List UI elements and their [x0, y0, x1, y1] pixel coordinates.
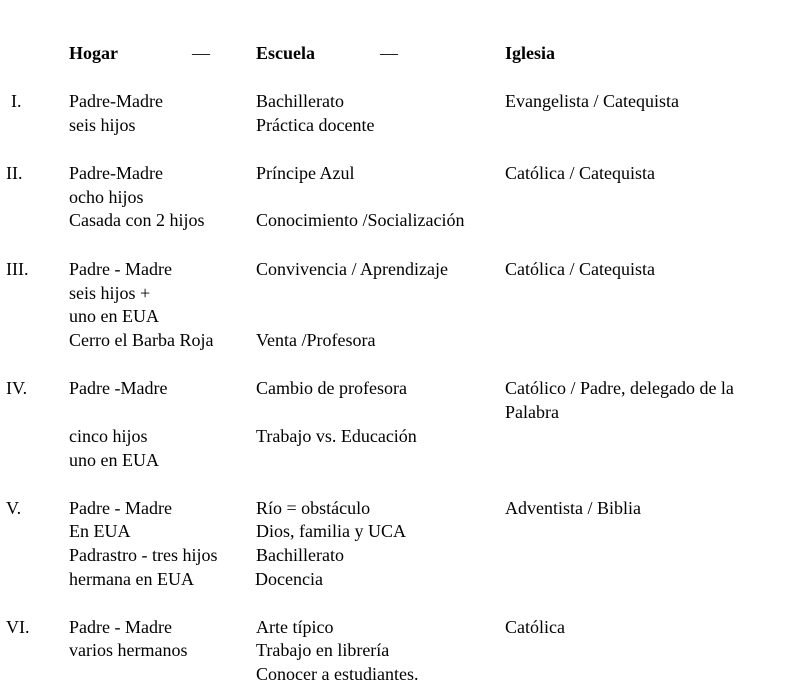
hogar-line: uno en EUA — [69, 306, 159, 326]
hogar-line: uno en EUA — [69, 450, 159, 470]
row-numeral: IV. — [6, 378, 28, 398]
hogar-line: seis hijos — [69, 115, 136, 135]
header-dash: — — [380, 43, 398, 63]
hogar-line: Padre - Madre — [69, 617, 172, 637]
hogar-line: Padre - Madre — [69, 498, 172, 518]
hogar-line: cinco hijos — [69, 426, 148, 446]
hogar-line: Padre-Madre — [69, 163, 163, 183]
header-escuela: Escuela — [256, 43, 316, 63]
iglesia-line: Católico / Padre, delegado de la — [505, 378, 734, 398]
iglesia-line: Adventista / Biblia — [505, 498, 641, 518]
hogar-line: En EUA — [69, 521, 131, 541]
escuela-line: Conocer a estudiantes. — [256, 664, 419, 684]
hogar-line: Padre-Madre — [69, 91, 163, 111]
escuela-line: Práctica docente — [256, 115, 375, 135]
hogar-line: varios hermanos — [69, 640, 188, 660]
header-hogar: Hogar — [69, 43, 118, 63]
row-numeral: I. — [11, 91, 22, 111]
hogar-line: seis hijos + — [69, 283, 151, 303]
escuela-line: Dios, familia y UCA — [256, 521, 406, 541]
hogar-line: Cerro el Barba Roja — [69, 330, 214, 350]
iglesia-line: Católica / Catequista — [505, 259, 655, 279]
row-numeral: III. — [6, 259, 29, 279]
iglesia-line: Palabra — [505, 402, 559, 422]
hogar-line: hermana en EUA — [69, 569, 194, 589]
escuela-line: Príncipe Azul — [256, 163, 355, 183]
escuela-line: Bachillerato — [256, 545, 344, 565]
header-dash: — — [192, 43, 210, 63]
row-numeral: VI. — [6, 617, 30, 637]
iglesia-line: Católica / Catequista — [505, 163, 655, 183]
escuela-line: Cambio de profesora — [256, 378, 407, 398]
escuela-line: Trabajo en librería — [256, 640, 390, 660]
escuela-line: Trabajo vs. Educación — [256, 426, 417, 446]
escuela-line: Convivencia / Aprendizaje — [256, 259, 448, 279]
row-numeral: V. — [6, 498, 22, 518]
escuela-line: Conocimiento /Socialización — [256, 210, 465, 230]
escuela-line: Venta /Profesora — [256, 330, 376, 350]
hogar-line: Padrastro - tres hijos — [69, 545, 218, 565]
iglesia-line: Católica — [505, 617, 565, 637]
hogar-line: Casada con 2 hijos — [69, 210, 205, 230]
iglesia-line: Evangelista / Catequista — [505, 91, 679, 111]
escuela-line: Bachillerato — [256, 91, 344, 111]
hogar-line: Padre - Madre — [69, 259, 172, 279]
row-numeral: II. — [6, 163, 23, 183]
escuela-line: Arte típico — [256, 617, 334, 637]
header-iglesia: Iglesia — [505, 43, 556, 63]
hogar-line: Padre -Madre — [69, 378, 168, 398]
hogar-line: ocho hijos — [69, 187, 144, 207]
escuela-line: Docencia — [255, 569, 323, 589]
escuela-line: Río = obstáculo — [256, 498, 371, 518]
